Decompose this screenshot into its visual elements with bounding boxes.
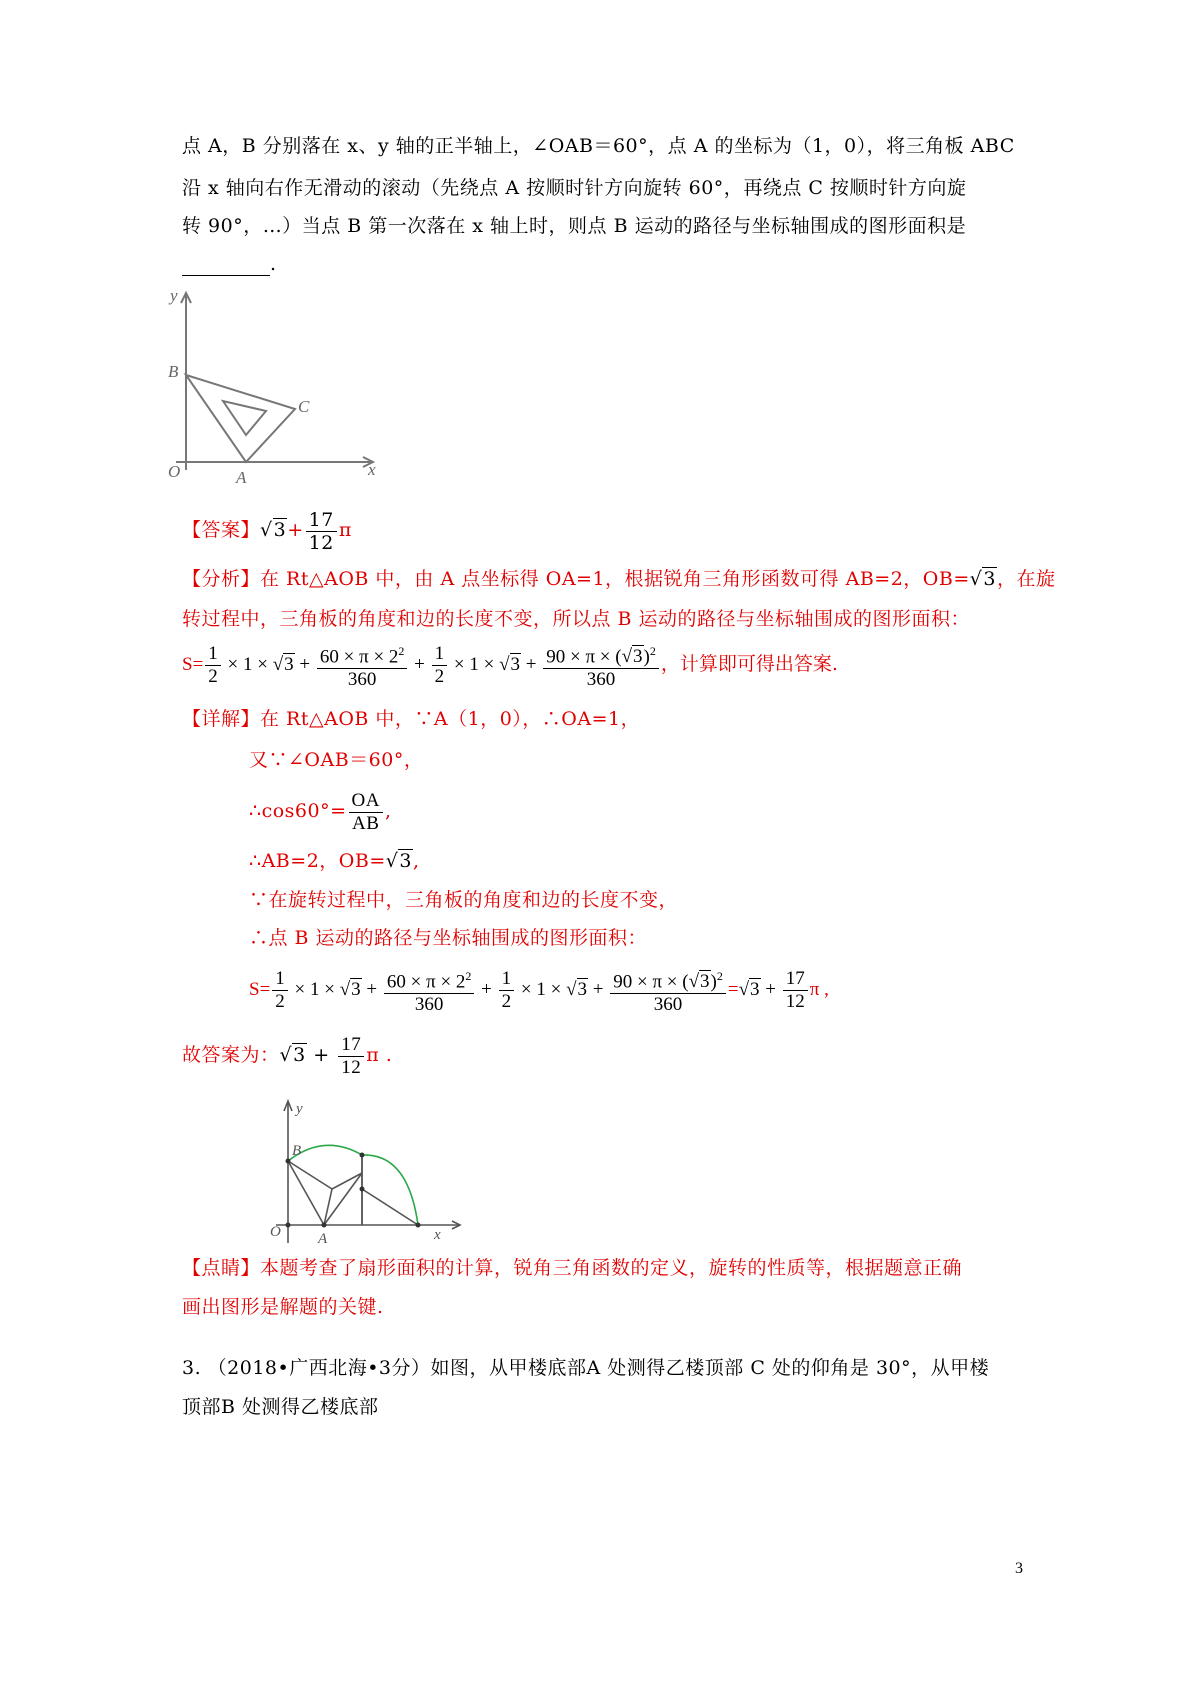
review-line-1: 【点睛】本题考查了扇形面积的计算，锐角三角函数的定义，旋转的性质等，根据题意正确 [182, 1257, 963, 1279]
next-problem-line-2: 顶部B 处测得乙楼底部 [182, 1396, 379, 1418]
detail-line-2: 又∵∠OAB＝60°， [249, 749, 424, 771]
fig2-label-b: B [292, 1143, 302, 1159]
page-number: 3 [1015, 1560, 1023, 1577]
fig1-label-a: A [236, 468, 247, 485]
fig1-label-b: B [168, 362, 179, 381]
problem-line-1: 点 A，B 分别落在 x、y 轴的正半轴上，∠OAB＝60°，点 A 的坐标为（1，0），将三角板 ABC [182, 135, 1015, 157]
problem-line-3: 转 90°，…）当点 B 第一次落在 x 轴上时，则点 B 运动的路径与坐标轴围成的图形面积是 [182, 215, 967, 237]
fig2-label-y: y [296, 1101, 303, 1117]
answer-line: 【答案】√3+ $\frac{17}{12}$ π [182, 508, 352, 554]
next-problem-line-1: 3. （2018•广西北海•3分）如图，从甲楼底部A 处测得乙楼顶部 C 处的仰角是 30°，从甲楼 [182, 1357, 990, 1379]
analysis-line-1: 【分析】在 Rt△AOB 中，由 A 点坐标得 OA=1，根据锐角三角形函数可得 AB=2，OB=√3，在旋 [182, 568, 1056, 590]
review-tag: 【点睛】 [182, 1257, 261, 1279]
answer-tag: 【答案】 [182, 519, 261, 541]
problem-line-4: . [182, 252, 277, 276]
fig2-label-o: O [270, 1224, 281, 1240]
detail-formula: S= $\frac{1}{2}$ × 1 × √3 + $\frac{60 \times \pi \times 2^2}{360}$ + $\frac{1}{2}$ × 1 × √3 + $\frac{90 \times \pi \times (√3)^2}{360}$ =√3 + $\frac{17}{12}$ π , [249, 965, 829, 1016]
fig2-label-a: A [318, 1231, 328, 1247]
fig1-label-y: y [170, 286, 178, 305]
fig1-label-x: x [368, 460, 376, 479]
detail-line-3: ∴cos60°= $\frac{OA}{AB}$ , [249, 789, 392, 834]
detail-tag: 【详解】 [182, 708, 261, 730]
detail-line-4: ∴AB=2，OB=√3, [249, 850, 420, 872]
detail-line-1: 【详解】在 Rt△AOB 中，∵A（1，0），∴OA=1， [182, 708, 641, 730]
fig2-label-x: x [434, 1227, 441, 1243]
detail-line-6: ∴点 B 运动的路径与坐标轴围成的图形面积： [249, 927, 648, 949]
detail-line-5: ∵在旋转过程中，三角板的角度和边的长度不变， [249, 889, 679, 911]
figure-rolling-path [268, 1093, 468, 1253]
conclusion-line: 故答案为：√3 + $\frac{17}{12}$ π . [182, 1033, 393, 1078]
answer-blank [182, 257, 270, 276]
figure-triangle-on-axes [168, 285, 388, 485]
fig1-label-c: C [298, 397, 310, 416]
review-line-2: 画出图形是解题的关键. [182, 1296, 384, 1318]
analysis-tag: 【分析】 [182, 568, 261, 590]
analysis-formula: S= $\frac{1}{2}$ × 1 × √3 + $\frac{60 \times \pi \times 2^2}{360}$ + $\frac{1}{2}$ × 1 × √3 + $\frac{90 \times \pi \times (√3)^2}{360}$ ，计算即可得出答案. [182, 640, 838, 691]
problem-line-2: 沿 x 轴向右作无滑动的滚动（先绕点 A 按顺时针方向旋转 60°，再绕点 C 按顺时针方向旋 [182, 177, 967, 199]
fig1-label-o: O [168, 462, 181, 481]
analysis-line-2: 转过程中，三角板的角度和边的长度不变，所以点 B 运动的路径与坐标轴围成的图形面积： [182, 608, 971, 630]
